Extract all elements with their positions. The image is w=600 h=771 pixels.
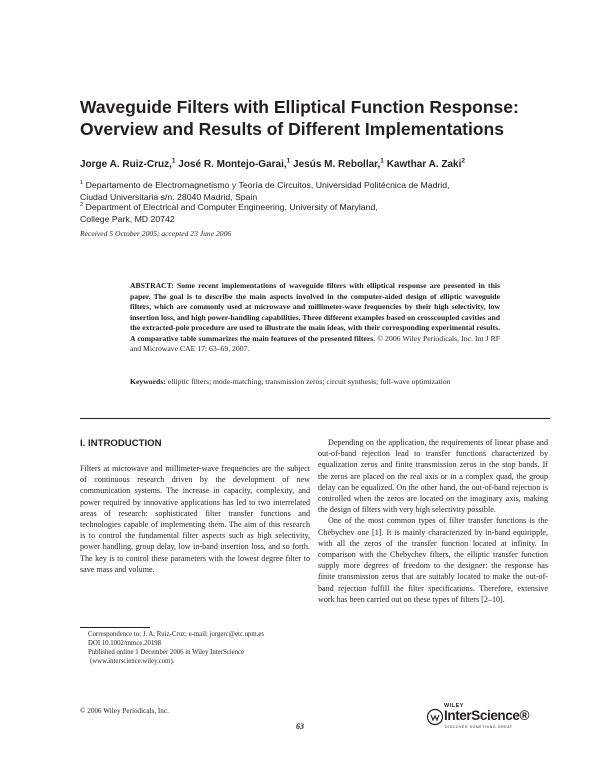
- author-list: [80, 158, 560, 172]
- wiley-interscience-logo-icon: [426, 704, 444, 730]
- affiliation-line: Ciudad Universitaria s/n. 28040 Madrid, Spain: [80, 191, 258, 202]
- affiliation-line: College Park, MD 20742: [80, 213, 175, 224]
- keywords-text: elliptic filters; mode-matching; transmission zeros; circuit synthesis; full-wave optimization: [167, 377, 451, 386]
- publisher-logo: [426, 703, 546, 733]
- author-affiliation-mark: 2: [461, 157, 465, 165]
- affiliation-mark: 2: [80, 202, 84, 209]
- affiliation-2: [80, 202, 550, 225]
- logo-interscience-text: InterScience®: [444, 708, 530, 723]
- footnote-divider: [80, 627, 150, 628]
- affiliation-line: Department of Electrical and Computer Engineering, University of Maryland,: [85, 202, 378, 212]
- affiliation-mark: 1: [80, 180, 84, 187]
- body-column-left: [80, 463, 310, 575]
- abstract: [130, 281, 500, 355]
- author-name: José R. Montejo-Garai,: [178, 159, 287, 170]
- author-affiliation-mark: 1: [286, 157, 291, 165]
- page-number: 63: [296, 722, 304, 731]
- footnote-doi: DOI 10.1002/mmce.20198: [88, 640, 162, 647]
- copyright-notice: © 2006 Wiley Periodicals, Inc.: [80, 707, 169, 715]
- body-paragraph: Filters at microwave and millimeter-wave frequencies are the subject of continuous research driven by the development of new communication systems. The increase in capacity, complexity, and power required by innovative applications has led to two interrelated areas of research: sophisticated filter transfer functions and technologies capable of implementing them. The aim of this research is to control the fundamental filter aspects such as high selectivity, power handling, group delay, low in-band insertion loss, and so forth. The key is to control these parameters with the lowest degree filter to save mass and volume.: [80, 464, 310, 574]
- keywords: [130, 377, 500, 388]
- author-name: Kawthar A. Zaki: [386, 159, 462, 170]
- keywords-label: Keywords:: [130, 377, 166, 386]
- logo-wiley-text: WILEY: [444, 703, 464, 709]
- author-name: Jorge A. Ruiz-Cruz,: [80, 159, 172, 170]
- paper-title: [80, 96, 550, 140]
- footnote-correspondence: Correspondence to: J. A. Ruiz-Cruz; e-mail: jorgerc@etc.upm.es: [88, 631, 265, 638]
- body-column-right: [318, 437, 548, 605]
- received-date: Received 5 October 2005; accepted 23 June 2006: [80, 229, 232, 238]
- logo-tagline: DISCOVER SOMETHING GREAT: [445, 725, 513, 729]
- author-name: Jesús M. Rebollar,: [293, 159, 381, 170]
- footnote-published: Published online 1 December 2006 in Wiley InterScience (www.interscience.wiley.com).: [88, 649, 245, 665]
- section-divider: [80, 418, 550, 419]
- title-line-1: Waveguide Filters with Elliptical Function Response:: [80, 97, 519, 117]
- footnote: [80, 630, 310, 666]
- section-heading: I. INTRODUCTION: [80, 438, 162, 449]
- abstract-text: ABSTRACT: Some recent implementations of waveguide filters with elliptical response are presented in this paper. The goal is to describe the main aspects involved in the computer-aided design of elliptic waveguide filters, which are commonly used at microwave and millimeter-wave frequencies by their high selectivity, low insertion loss, and high power-handling capabilities. Three different examples based on crosscoupled cavities and the extracted-pole procedure are used to illustrate the main ideas, with their corresponding experimental results. A comparative table summarizes the main features of the presented filters.: [130, 281, 500, 343]
- author-affiliation-mark: 1: [380, 157, 384, 165]
- author-affiliation-mark: 1: [171, 157, 176, 165]
- affiliation-1: [80, 180, 550, 203]
- body-paragraph: Depending on the application, the requirements of linear phase and out-of-band rejection lead to transfer functions characterized by equalization zeros and finite transmission zeros in the stop bands. If the zeros are placed on the real axis or in a complex quad, the group delay can be equalized. On the other hand, the out-of-band rejection is controlled when the zeros are located on the imaginary axis, making the design of filters with very high selectivity possible.: [318, 438, 548, 515]
- body-paragraph: One of the most common types of filter transfer functions is the Chebychev one [1]. It is mainly characterized by in-band equiripple, with all the zeros of the transfer function located at infinity. In comparison with the Chebychev filters, the elliptic transfer function supply more degrees of freedom to the designer: the response has finite transmission zeros that are suitably located to make the out-of-band rejection fulfill the filter specifications. Therefore, extensive work has been carried out on these types of filters [2–10].: [318, 516, 548, 604]
- abstract-copyright: © 2006 Wiley Periodicals, Inc. Int J RF and Microwave CAE 17: 63–69, 2007.: [130, 333, 501, 354]
- title-line-2: Overview and Results of Different Implementations: [80, 119, 504, 139]
- affiliation-line: Departamento de Electromagnetismo y Teoría de Circuitos, Universidad Politécnica de Madrid,: [85, 180, 450, 190]
